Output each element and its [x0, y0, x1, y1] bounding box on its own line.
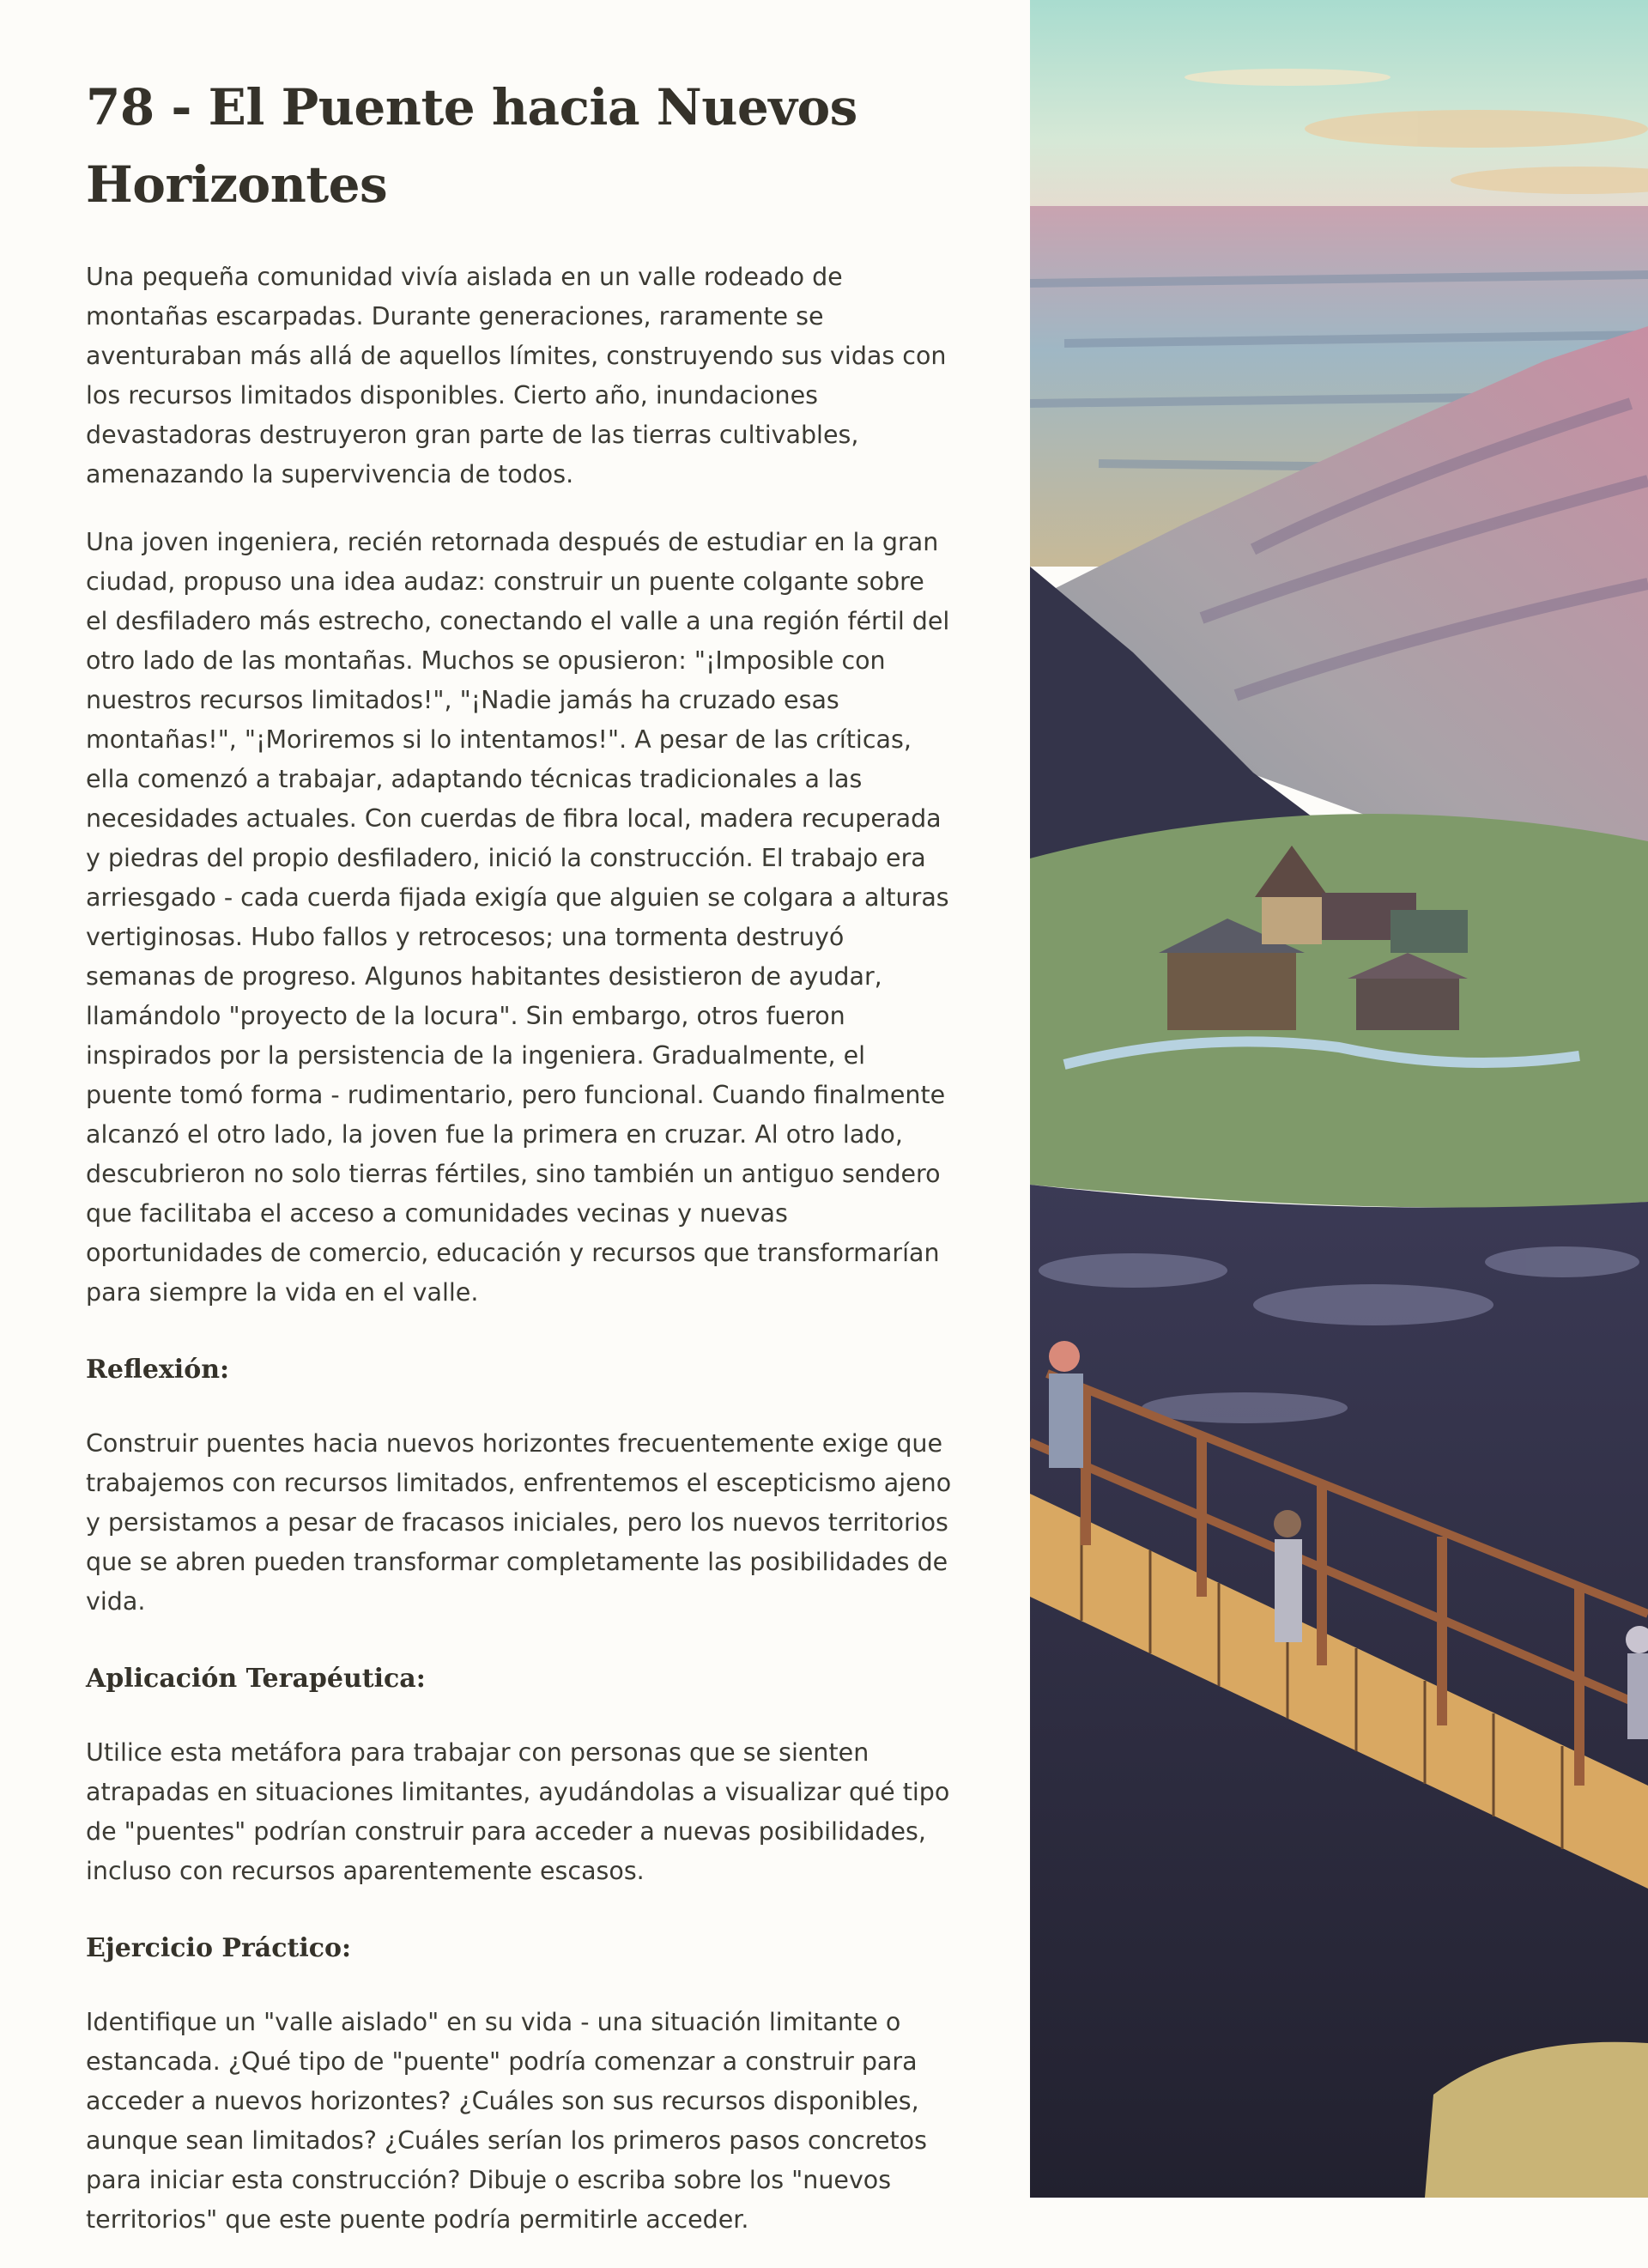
story-paragraph-1: Una pequeña comunidad vivía aislada en un valle rodeado de montañas escarpadas. Durante generaciones, raramente se aventuraban más allá de aquellos límites, construyendo sus vidas con los recursos limitados disponibles. Cierto año, inundaciones devastadoras destruyeron gran parte de las tierras cultivables, amenazando la supervivencia de todos. — [86, 263, 947, 488]
reflection-heading: Reflexión: — [86, 1355, 230, 1385]
village-plateau — [1030, 814, 1648, 1208]
story-paragraph-2: Una joven ingeniera, recién retornada después de estudiar en la gran ciudad, propuso una idea audaz: construir un puente colgante sobre el desfiladero más estrecho, conectando el valle a una región fértil del otro lado de las montañas. Muchos se opusieron: "¡Imposible con nuestros recursos limitados!", "¡Nadie jamás ha cruzado esas montañas!", "¡Moriremos si lo intentamos!". A pesar de las críticas, ella comenzó a trabajar, adaptando técnicas tradicionales a las necesidades actuales. Con cuerdas de fibra local, madera recuperada y piedras del propio desfiladero, inició la construcción. El trabajo era arriesgado - cada cuerda fijada exigía que alguien se colgara a alturas vertiginosas. Hubo fallos y retrocesos; una tormenta destruyó semanas de progreso. Algunos habitantes desistieron de ayudar, llamándolo "proyecto de la locura". Sin embargo, otros fueron inspirados por la persistencia de la ingeniera. Gradualmente, el puente tomó forma - rudimentario, pero funcional. Cuando finalmente alcanzó el otro lado, la joven fue la primera en cruzar. Al otro lado, descubrieron no solo tierras fértiles, sino también un antiguo sendero que facilitaba el acceso a comunidades vecinas y nuevas oportunidades de comercio, educación y recursos que transformarían para siempre la vida en el valle. — [86, 528, 950, 1307]
bridge-illustration — [1030, 0, 1648, 2198]
reflection-text: Construir puentes hacia nuevos horizontes frecuentemente exige que trabajemos con recursos limitados, enfrentemos el escepticismo ajeno y persistamos a pesar de fracasos iniciales, pero los nuevos territorios que se abren pueden transformar completamente las posibilidades de vida. — [86, 1429, 952, 1616]
story-column — [86, 69, 953, 2268]
exercise-heading: Ejercicio Práctico: — [86, 1933, 352, 1963]
page-title: 78 - El Puente hacia Nuevos Horizontes — [86, 78, 857, 214]
therapeutic-text: Utilice esta metáfora para trabajar con personas que se sienten atrapadas en situaciones limitantes, ayudándolas a visualizar qué tipo de "puentes" podrían construir para acceder a nuevas posibilidades, incluso con recursos aparentemente escasos. — [86, 1738, 950, 1885]
valley-bridge-image — [1030, 0, 1648, 2198]
exercise-text: Identifique un "valle aislado" en su vida - una situación limitante o estancada. ¿Qué tipo de "puente" podría comenzar a construir para acceder a nuevos horizontes? ¿Cuáles son sus recursos disponibles, aunque sean limitados? ¿Cuáles serían los primeros pasos concretos para iniciar esta construcción? Dibuje o escriba sobre los "nuevos territorios" que este puente podría permitirle acceder. — [86, 2008, 927, 2234]
therapeutic-heading: Aplicación Terapéutica: — [86, 1664, 426, 1694]
